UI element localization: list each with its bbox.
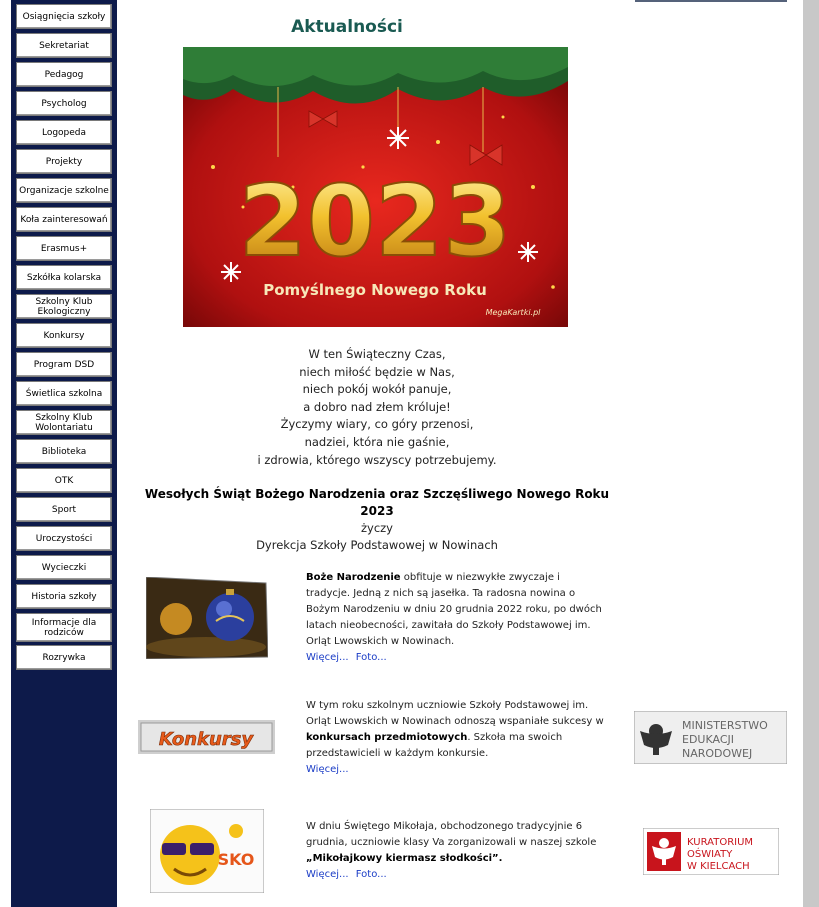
sidebar-item-informacje-rodzice[interactable]: Informacje dla rodziców — [16, 613, 112, 642]
sidebar-item-historia[interactable]: Historia szkoły — [16, 584, 112, 609]
sidebar-item-swietlica[interactable]: Świetlica szkolna — [16, 381, 112, 406]
poem-line: i zdrowia, którego wszyscy potrzebujemy. — [257, 452, 497, 467]
svg-text:SKO: SKO — [217, 850, 255, 869]
sidebar-item-wolontariat[interactable]: Szkolny Klub Wolontariatu — [16, 410, 112, 435]
news-text: W tym roku szkolnym uczniowie Szkoły Podstawowej im. Orląt Lwowskich w Nowinach odnoszą wspaniałe sukcesy w — [306, 700, 604, 727]
poem-line: niech miłość będzie w Nas, — [299, 364, 455, 379]
poem-line: niech pokój wokół panuje, — [302, 382, 452, 397]
top-banner-edge — [635, 0, 787, 2]
sidebar-item-logopeda[interactable]: Logopeda — [16, 120, 112, 145]
poem-line: Życzymy wiary, co góry przenosi, — [280, 417, 474, 432]
sidebar-item-sport[interactable]: Sport — [16, 497, 112, 522]
photo-link[interactable]: Foto... — [355, 869, 387, 880]
svg-text:W KIELCACH: W KIELCACH — [687, 861, 750, 872]
page-title: Aktualności — [291, 17, 403, 37]
sidebar-item-konkursy[interactable]: Konkursy — [16, 323, 112, 348]
right-column — [625, 0, 803, 907]
sidebar-item-psycholog[interactable]: Psycholog — [16, 91, 112, 116]
svg-text:EDUKACJI: EDUKACJI — [682, 733, 734, 746]
sidebar-item-kola[interactable]: Koła zainteresowań — [16, 207, 112, 232]
sidebar-item-rozrywka[interactable]: Rozrywka — [16, 645, 112, 670]
news-item-christmas — [306, 570, 606, 666]
svg-text:Konkursy: Konkursy — [158, 729, 254, 750]
wishes-signature: Dyrekcja Szkoły Podstawowej w Nowinach — [256, 538, 498, 552]
sidebar-item-erasmus[interactable]: Erasmus+ — [16, 236, 112, 261]
more-link[interactable]: Więcej... — [306, 764, 349, 775]
sidebar-nav — [11, 0, 117, 907]
svg-text:2023: 2023 — [238, 165, 512, 279]
news-bold: „Mikołajkowy kiermasz słodkości”. — [306, 853, 503, 864]
svg-text:Pomyślnego Nowego Roku: Pomyślnego Nowego Roku — [263, 281, 487, 299]
news-text: obfituje w niezwykłe zwyczaje i tradycje. Jedną z nich są jasełka. Ta radosna nowina o Bożym Narodzeniu w dniu 20 grudnia 2022 roku, po dwóch latach nieobecności, zawitała do Szkoły Podstawowej im. Orląt Lwowskich w Nowinach. — [306, 572, 602, 647]
news-item-konkursy — [306, 698, 606, 778]
new-year-banner-image — [183, 47, 568, 327]
sidebar-item-organizacje[interactable]: Organizacje szkolne — [16, 178, 112, 203]
holiday-wishes — [137, 486, 617, 554]
svg-text:OŚWIATY: OŚWIATY — [687, 849, 733, 860]
wishes-headline: Wesołych Świąt Bożego Narodzenia oraz Szczęśliwego Nowego Roku 2023 — [144, 487, 610, 518]
sidebar-item-uroczystosci[interactable]: Uroczystości — [16, 526, 112, 551]
sidebar-item-sekretariat[interactable]: Sekretariat — [16, 33, 112, 58]
news-lead: Boże Narodzenie — [306, 572, 401, 583]
christmas-ornament-thumbnail[interactable] — [146, 577, 268, 659]
sidebar-item-biblioteka[interactable]: Biblioteka — [16, 439, 112, 464]
svg-text:MegaKartki.pl: MegaKartki.pl — [485, 308, 541, 317]
sidebar-item-pedagog[interactable]: Pedagog — [16, 62, 112, 87]
poem-line: nadziei, która nie gaśnie, — [304, 434, 450, 449]
poem-line: a dobro nad złem króluje! — [303, 399, 451, 414]
main-content — [117, 0, 625, 907]
news-bold: konkursach przedmiotowych — [306, 732, 468, 743]
left-margin — [0, 0, 11, 907]
sidebar-item-otk[interactable]: OTK — [16, 468, 112, 493]
sidebar-item-klub-ekologiczny[interactable]: Szkolny Klub Ekologiczny — [16, 294, 112, 319]
sko-thumbnail[interactable] — [150, 809, 264, 893]
news-text: W dniu Świętego Mikołaja, obchodzonego tradycyjnie 6 grudnia, uczniowie klasy Va zorganizowali w naszej szkole — [306, 821, 597, 848]
svg-text:KURATORIUM: KURATORIUM — [687, 837, 754, 848]
sidebar-item-szkolka-kolarska[interactable]: Szkółka kolarska — [16, 265, 112, 290]
kuratorium-logo-link[interactable] — [643, 828, 779, 875]
sidebar-item-projekty[interactable]: Projekty — [16, 149, 112, 174]
men-logo-link[interactable] — [634, 711, 787, 764]
more-link[interactable]: Więcej... — [306, 652, 349, 663]
page-right-margin — [803, 0, 819, 907]
photo-link[interactable]: Foto... — [355, 652, 387, 663]
news-item-mikolajki — [306, 819, 606, 883]
poem-line: W ten Świąteczny Czas, — [308, 347, 446, 361]
news-text: . Szkoła ma swoich przedstawicieli w każdym konkursie. — [306, 732, 563, 759]
sidebar-item-wycieczki[interactable]: Wycieczki — [16, 555, 112, 580]
svg-text:NARODOWEJ: NARODOWEJ — [682, 747, 753, 760]
svg-text:MINISTERSTWO: MINISTERSTWO — [682, 719, 768, 732]
sidebar-item-program-dsd[interactable]: Program DSD — [16, 352, 112, 377]
konkursy-thumbnail[interactable] — [138, 720, 275, 754]
christmas-poem — [177, 346, 577, 469]
wishes-line: życzy — [360, 521, 393, 535]
sidebar-item-osiagniecia[interactable]: Osiągnięcia szkoły — [16, 4, 112, 29]
more-link[interactable]: Więcej... — [306, 869, 349, 880]
